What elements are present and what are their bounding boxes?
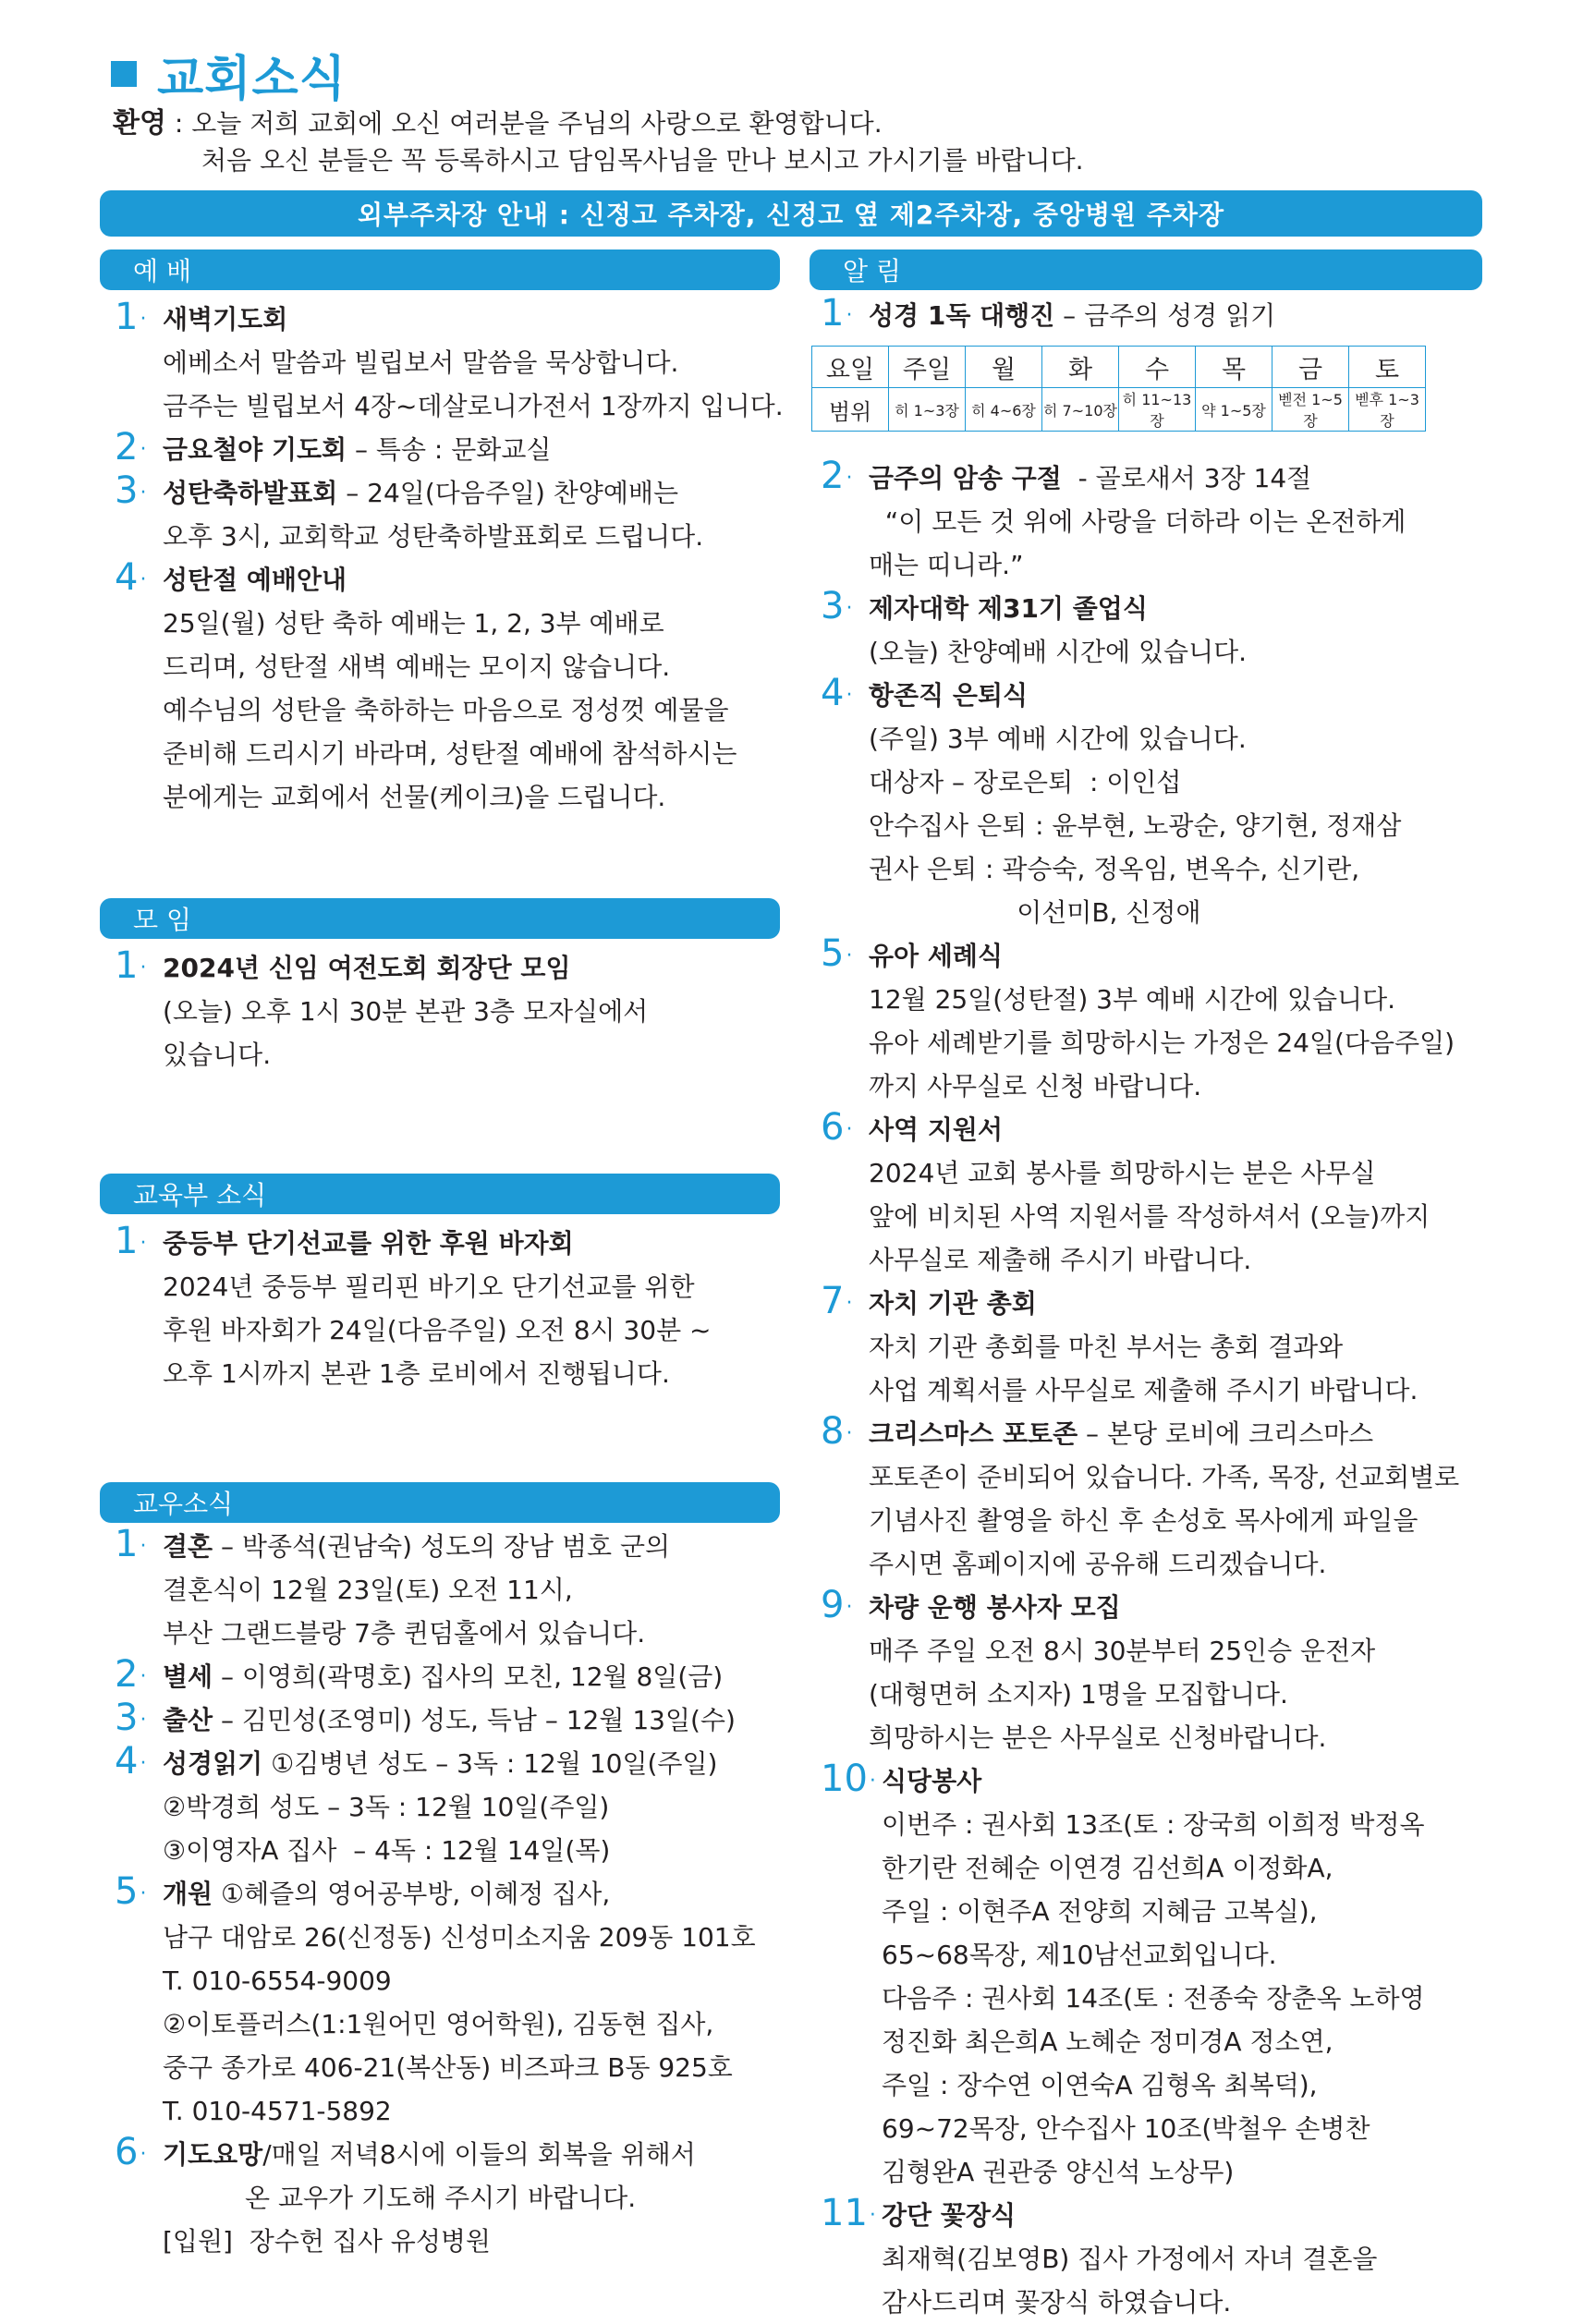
title-text: 교회소식 (157, 51, 347, 107)
notice-item (821, 456, 1482, 587)
item-number: 9· (821, 1584, 853, 1626)
notice-item (115, 471, 780, 558)
schedule-range: 히 1~3장 (889, 388, 966, 432)
notice-item (115, 1222, 780, 1395)
schedule-day: 목 (1196, 347, 1272, 388)
bullet-dot-icon: · (846, 944, 853, 967)
item-body-line: 기념사진 촬영을 하신 후 손성호 목사에게 파일을 (869, 1505, 1419, 1536)
item-body-line: 희망하시는 분은 사무실로 신청바랍니다. (869, 1722, 1327, 1753)
bullet-dot-icon: · (140, 1882, 147, 1905)
bullet-dot-icon: · (869, 1770, 876, 1793)
bullet-dot-icon: · (869, 2204, 876, 2227)
item-body-line: 12월 25일(성탄절) 3부 예배 시간에 있습니다. (869, 984, 1396, 1015)
item-body-line: 준비해 드리시기 바라며, 성탄절 예배에 참석하시는 (163, 738, 737, 769)
item-number: 5· (821, 932, 853, 975)
item-title: 자치 기관 총회 (869, 1288, 1037, 1319)
bullet-dot-icon: · (846, 1596, 853, 1619)
item-body-line: 예수님의 성탄을 축하하는 마음으로 정성껏 예물을 (163, 695, 729, 725)
item-number: 2· (821, 455, 853, 497)
notice-item (115, 428, 780, 471)
item-title: 성탄축하발표회 (163, 478, 338, 508)
item-title: 결혼 (163, 1531, 213, 1562)
item-body-line: 오후 1시까지 본관 1층 로비에서 진행됩니다. (163, 1358, 670, 1389)
notice-item (821, 934, 1482, 1108)
item-body-line: 다음주 : 권사회 14조(토 : 전종숙 장춘옥 노하영 (882, 1983, 1425, 2014)
bullet-dot-icon: · (140, 1665, 147, 1688)
bullet-dot-icon: · (140, 438, 147, 461)
item-body-line: 권사 은퇴 : 곽승숙, 정옥임, 변옥수, 신기란, (869, 854, 1360, 884)
item-title: 차량 운행 봉사자 모집 (869, 1592, 1121, 1623)
item-body-line: 앞에 비치된 사역 지원서를 작성하셔서 (오늘)까지 (869, 1201, 1431, 1232)
notice-item (115, 558, 780, 819)
item-number: 4· (821, 672, 853, 714)
bible-reading-schedule (811, 346, 1426, 432)
item-title: 개원 (163, 1879, 213, 1909)
item-title-detail: /매일 저녁8시에 이들의 회복을 위해서 (262, 2139, 696, 2170)
item-number: 4· (115, 556, 147, 599)
item-number: 8· (821, 1410, 853, 1453)
item-body-line: 부산 그랜드블랑 7층 퀸덤홀에서 있습니다. (163, 1618, 646, 1649)
item-body-line: 중구 종가로 406-21(복산동) 비즈파크 B동 925호 (163, 2052, 733, 2083)
bullet-dot-icon: · (140, 1709, 147, 1732)
notice-item (821, 1108, 1482, 1282)
bullet-dot-icon: · (140, 568, 147, 591)
section-heading: 알 림 (810, 249, 1482, 290)
bullet-dot-icon: · (140, 308, 147, 331)
item-body-line: “이 모든 것 위에 사랑을 더하라 이는 온전하게 (869, 506, 1406, 537)
schedule-range: 히 11~13장 (1119, 388, 1196, 432)
item-body-line: 분에게는 교회에서 선물(케이크)을 드립니다. (163, 782, 666, 812)
item-body-line: 에베소서 말씀과 빌립보서 말씀을 묵상합니다. (163, 347, 679, 378)
item-body-line: 오후 3시, 교회학교 성탄축하발표회로 드립니다. (163, 521, 704, 552)
item-title: 성경 1독 대행진 (869, 300, 1055, 331)
item-title: 성탄절 예배안내 (163, 565, 347, 595)
schedule-range: 벧후 1~3장 (1349, 388, 1426, 432)
item-title: 식당봉사 (882, 1766, 982, 1796)
schedule-day: 금 (1272, 347, 1349, 388)
item-number: 1· (821, 292, 853, 335)
notice-item (115, 2133, 780, 2263)
item-number: 6· (115, 2131, 147, 2173)
item-body-line: (오늘) 오후 1시 30분 본관 3층 모자실에서 (163, 996, 649, 1027)
section-heading: 교우소식 (100, 1482, 780, 1523)
item-body-line: 포토존이 준비되어 있습니다. 가족, 목장, 선교회별로 (869, 1462, 1460, 1492)
notice-item (821, 1412, 1482, 1586)
schedule-range: 히 7~10장 (1042, 388, 1119, 432)
bullet-dot-icon: · (846, 304, 853, 327)
bullet-dot-icon: · (140, 1232, 147, 1255)
item-title: 2024년 신임 여전도회 회장단 모임 (163, 953, 571, 983)
item-title-detail: – 박종석(권남숙) 성도의 장남 범호 군의 (213, 1531, 671, 1562)
notice-item (115, 946, 780, 1077)
item-body-line: ③이영자A 집사 – 4독 : 12월 14일(목) (163, 1835, 611, 1866)
item-body-line: (주일) 3부 예배 시간에 있습니다. (869, 724, 1247, 754)
item-number: 11· (821, 2192, 876, 2234)
item-body-line: 사무실로 제출해 주시기 바랍니다. (869, 1245, 1252, 1275)
item-body-line: 정진화 최은희A 노혜순 정미경A 정소연, (882, 2026, 1333, 2057)
title-square-icon (111, 61, 137, 87)
item-body-line: 2024년 교회 봉사를 희망하시는 분은 사무실 (869, 1158, 1376, 1188)
item-title: 중등부 단기선교를 위한 후원 바자회 (163, 1228, 574, 1259)
section-heading: 교육부 소식 (100, 1174, 780, 1214)
item-title: 출산 (163, 1705, 213, 1735)
welcome-message (113, 105, 1084, 179)
item-title: 금요철야 기도회 (163, 434, 347, 465)
item-title: 항존직 은퇴식 (869, 680, 1029, 711)
schedule-range: 벧전 1~5장 (1272, 388, 1349, 432)
item-title: 금주의 암송 구절 (869, 463, 1062, 493)
item-title: 크리스마스 포토존 (869, 1418, 1078, 1449)
item-title: 제자대학 제31기 졸업식 (869, 593, 1148, 624)
item-body-line: (오늘) 찬양예배 시간에 있습니다. (869, 637, 1248, 667)
bullet-dot-icon: · (846, 597, 853, 620)
item-body-line: 주일 : 이현주A 전양희 지혜금 고복실), (882, 1896, 1318, 1927)
item-number: 4· (115, 1740, 147, 1783)
item-number: 6· (821, 1106, 853, 1149)
item-number: 1· (115, 1523, 147, 1565)
item-body-line: 이선미B, 신정애 (869, 897, 1201, 928)
item-body-line: 까지 사무실로 신청 바랍니다. (869, 1071, 1202, 1101)
item-number: 5· (115, 1870, 147, 1913)
item-body-line: 69~72목장, 안수집사 10조(박철우 손병찬 (882, 2113, 1370, 2144)
schedule-day: 화 (1042, 347, 1119, 388)
bullet-dot-icon: · (846, 1292, 853, 1315)
item-body-line: 온 교우가 기도해 주시기 바랍니다. (163, 2183, 637, 2213)
item-body-line: 주시면 홈페이지에 공유해 드리겠습니다. (869, 1549, 1327, 1579)
schedule-range: 약 1~5장 (1196, 388, 1272, 432)
item-title-detail: – 김민성(조영미) 성도, 득남 – 12월 13일(수) (213, 1705, 736, 1735)
item-body-line: 2024년 중등부 필리핀 바기오 단기선교를 위한 (163, 1272, 695, 1302)
item-body-line: 김형완A 권관중 양신석 노상무) (882, 2157, 1235, 2187)
schedule-range: 범위 (812, 388, 889, 432)
item-body-line: 매는 띠니라.” (869, 550, 1024, 580)
item-body-line: 사업 계획서를 사무실로 제출해 주시기 바랍니다. (869, 1375, 1419, 1405)
notice-item (821, 294, 1482, 337)
item-title: 기도요망 (163, 2139, 263, 2170)
item-body-line: ②이토플러스(1:1원어민 영어학원), 김동현 집사, (163, 2009, 714, 2039)
schedule-day: 수 (1119, 347, 1196, 388)
item-title-detail: – 24일(다음주일) 찬양예배는 (337, 478, 679, 508)
item-number: 3· (115, 469, 147, 512)
item-body-line: 매주 주일 오전 8시 30분부터 25인승 운전자 (869, 1636, 1376, 1666)
item-body-line: 남구 대암로 26(신정동) 신성미소지움 209동 101호 (163, 1922, 756, 1953)
section-heading: 예 배 (100, 249, 780, 290)
item-number: 3· (115, 1697, 147, 1739)
item-body-line: 드리며, 성탄절 새벽 예배는 모이지 않습니다. (163, 651, 671, 682)
item-title: 유아 세례식 (869, 941, 1003, 971)
bullet-dot-icon: · (140, 1752, 147, 1775)
notice-item (115, 1525, 780, 1655)
welcome-line-1: : 오늘 저희 교회에 오신 여러분을 주님의 사랑으로 환영합니다. (165, 108, 883, 139)
notice-item (115, 1742, 780, 1872)
item-title-detail: – 금주의 성경 읽기 (1054, 300, 1276, 331)
item-body-line: 65~68목장, 제10남선교회입니다. (882, 1940, 1277, 1970)
item-body-line: 한기란 전혜순 이연경 김선희A 이정화A, (882, 1853, 1333, 1883)
schedule-day: 주일 (889, 347, 966, 388)
bullet-dot-icon: · (140, 956, 147, 979)
item-body-line: 주일 : 장수연 이연숙A 김형옥 최복덕), (882, 2070, 1318, 2100)
item-body-line: 있습니다. (163, 1040, 272, 1070)
item-number: 7· (821, 1280, 853, 1322)
item-title: 별세 (163, 1661, 213, 1692)
item-title: 강단 꽃장식 (882, 2200, 1016, 2231)
item-number: 1· (115, 944, 147, 987)
parking-banner: 외부주차장 안내 : 신정고 주차장, 신정고 옆 제2주차장, 중앙병원 주차장 (100, 190, 1482, 237)
item-number: 1· (115, 1220, 147, 1262)
item-title-detail: – 이영희(곽명호) 집사의 모친, 12월 8일(금) (213, 1661, 724, 1692)
schedule-day: 토 (1349, 347, 1426, 388)
item-body-line: (대형면허 소지자) 1명을 모집합니다. (869, 1679, 1288, 1710)
item-body-line: 최재혁(김보영B) 집사 가정에서 자녀 결혼을 (882, 2244, 1378, 2274)
notice-item (115, 1872, 780, 2133)
bullet-dot-icon: · (846, 684, 853, 707)
item-number: 1· (115, 296, 147, 338)
schedule-day: 월 (966, 347, 1042, 388)
item-title-detail: - 골로새서 3장 14절 (1061, 463, 1312, 493)
bullet-dot-icon: · (140, 2143, 147, 2166)
item-body-line: 결혼식이 12월 23일(토) 오전 11시, (163, 1575, 573, 1605)
item-title-detail: – 특송 : 문화교실 (347, 434, 552, 465)
bullet-dot-icon: · (846, 467, 853, 490)
item-body-line: [입원] 장수헌 집사 유성병원 (163, 2226, 491, 2257)
item-body-line: 금주는 빌립보서 4장~데살로니가전서 1장까지 입니다. (163, 391, 784, 421)
notice-item (821, 1282, 1482, 1412)
notice-item (115, 1698, 780, 1742)
schedule-range: 히 4~6장 (966, 388, 1042, 432)
item-body-line: ②박경희 성도 – 3독 : 12월 10일(주일) (163, 1792, 610, 1822)
item-title-detail: ①혜즐의 영어공부방, 이혜정 집사, (213, 1879, 611, 1909)
schedule-day: 요일 (812, 347, 889, 388)
item-body-line: 안수집사 은퇴 : 윤부현, 노광순, 양기현, 정재삼 (869, 810, 1402, 841)
item-number: 2· (115, 426, 147, 468)
item-number: 3· (821, 585, 853, 627)
bullet-dot-icon: · (140, 1535, 147, 1558)
welcome-line-2: 처음 오신 분들은 꼭 등록하시고 담임목사님을 만나 보시고 가시기를 바랍니다. (201, 145, 1084, 176)
item-title: 새벽기도회 (163, 304, 288, 335)
page-title (111, 44, 347, 107)
item-title: 사역 지원서 (869, 1114, 1003, 1145)
item-number: 10· (821, 1758, 876, 1800)
welcome-label: 환영 (113, 107, 166, 140)
item-body-line: 유아 세례받기를 희망하시는 가정은 24일(다음주일) (869, 1028, 1455, 1058)
item-body-line: 대상자 – 장로은퇴 : 이인섭 (869, 767, 1182, 797)
item-body-line: 25일(월) 성탄 축하 예배는 1, 2, 3부 예배로 (163, 608, 664, 639)
item-number: 2· (115, 1653, 147, 1696)
notice-item (821, 1759, 1482, 2194)
item-title-detail: – 본당 로비에 크리스마스 (1078, 1418, 1374, 1449)
notice-item (821, 674, 1482, 934)
item-body-line: 자치 기관 총회를 마친 부서는 총회 결과와 (869, 1332, 1344, 1362)
item-title: 성경읽기 (163, 1748, 263, 1779)
item-body-line: T. 010-4571-5892 (163, 2096, 392, 2126)
item-title-detail: ①김병년 성도 – 3독 : 12월 10일(주일) (262, 1748, 718, 1779)
notice-item (115, 296, 784, 428)
section-heading: 모 임 (100, 898, 780, 939)
notice-item (821, 2194, 1482, 2324)
notice-item (821, 587, 1482, 674)
notice-item (115, 1655, 780, 1698)
item-body-line: T. 010-6554-9009 (163, 1965, 392, 1996)
bullet-dot-icon: · (846, 1118, 853, 1141)
notice-item (821, 1586, 1482, 1759)
item-body-line: 후원 바자회가 24일(다음주일) 오전 8시 30분 ~ (163, 1315, 712, 1345)
item-body-line: 감사드리며 꽃장식 하였습니다. (882, 2287, 1232, 2318)
bullet-dot-icon: · (846, 1422, 853, 1445)
bullet-dot-icon: · (140, 481, 147, 505)
item-body-line: 이번주 : 권사회 13조(토 : 장국희 이희정 박정옥 (882, 1809, 1425, 1840)
